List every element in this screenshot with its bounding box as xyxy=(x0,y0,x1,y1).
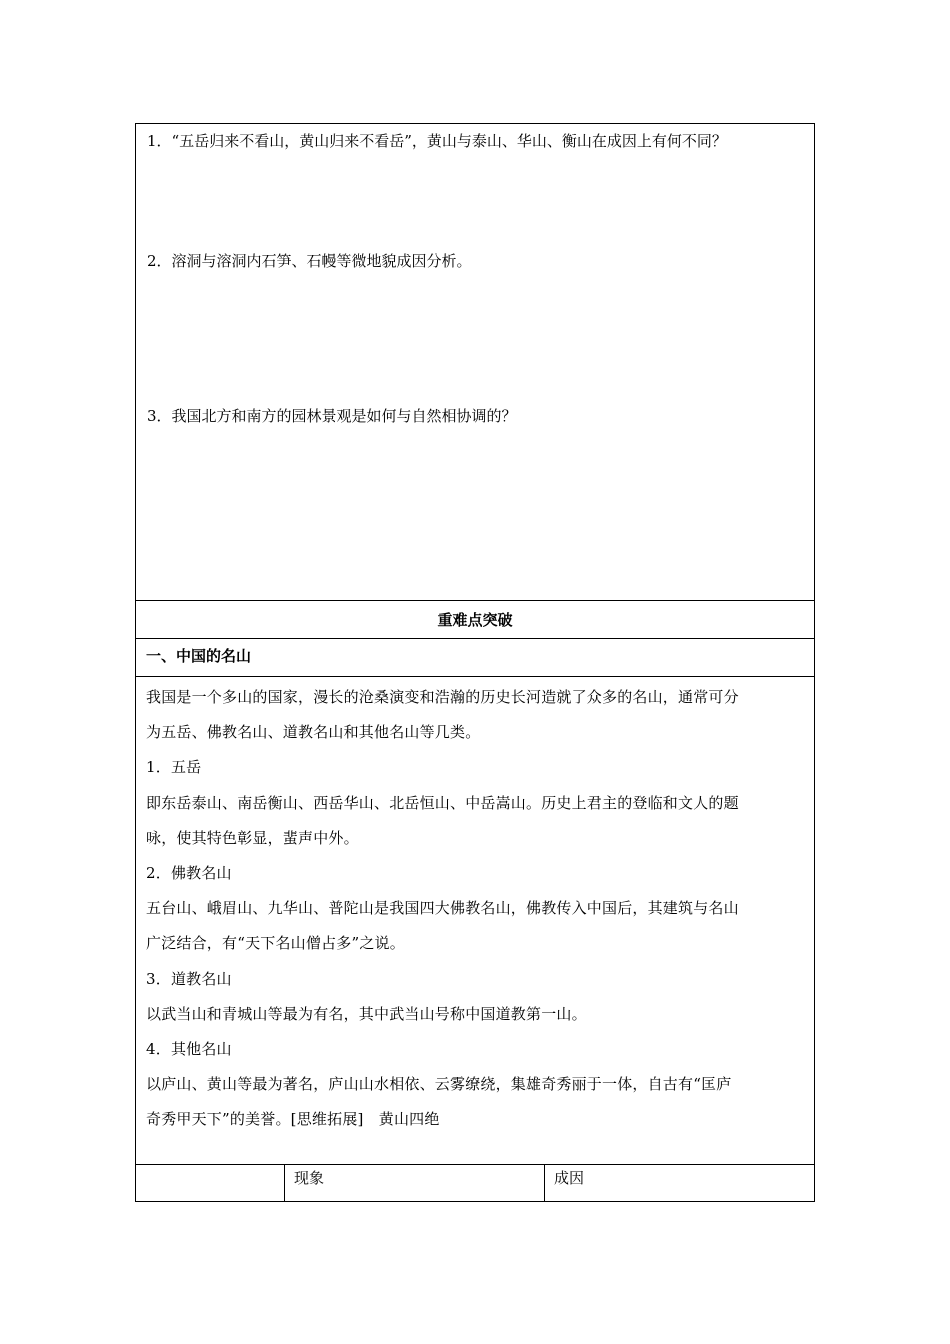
question-1: 1．“五岳归来不看山，黄山归来不看岳”，黄山与泰山、华山、衡山在成因上有何不同？ xyxy=(147,132,727,150)
content-cell xyxy=(136,677,814,1165)
table-header-phenomenon: 现象 xyxy=(285,1165,545,1201)
section-title: 重难点突破 xyxy=(136,601,814,639)
table-header-cause: 成因 xyxy=(554,1169,585,1187)
worksheet-table xyxy=(135,123,815,1202)
question-3: 3．我国北方和南方的园林景观是如何与自然相协调的？ xyxy=(147,407,517,425)
content-line: 以庐山、黄山等最为著名，庐山山水相依、云雾缭绕，集雄奇秀丽于一体，自古有“匡庐 xyxy=(146,1075,732,1094)
content-line: 广泛结合，有“天下名山僧占多”之说。 xyxy=(146,934,405,953)
content-heading: 3．道教名山 xyxy=(146,969,232,988)
content-line: 咏，使其特色彰显，蜚声中外。 xyxy=(146,828,359,847)
table-header-row xyxy=(136,1165,814,1201)
content-line: 以武当山和青城山等最为有名，其中武当山号称中国道教第一山。 xyxy=(146,1004,587,1023)
content-heading: 2．佛教名山 xyxy=(146,864,232,883)
content-line: 奇秀甲天下”的美誉。[思维拓展] 黄山四绝 xyxy=(146,1110,440,1129)
content-line: 为五岳、佛教名山、道教名山和其他名山等几类。 xyxy=(146,723,481,742)
question-2: 2．溶洞与溶洞内石笋、石幔等微地貌成因分析。 xyxy=(147,252,472,270)
content-line: 我国是一个多山的国家，漫长的沧桑演变和浩瀚的历史长河造就了众多的名山，通常可分 xyxy=(146,688,739,706)
content-line: 五台山、峨眉山、九华山、普陀山是我国四大佛教名山，佛教传入中国后，其建筑与名山 xyxy=(146,899,739,918)
section-subtitle: 一、中国的名山 xyxy=(136,639,814,677)
content-heading: 4．其他名山 xyxy=(146,1040,232,1059)
content-line: 即东岳泰山、南岳衡山、西岳华山、北岳恒山、中岳嵩山。历史上君主的登临和文人的题 xyxy=(146,793,739,812)
content-heading: 1．五岳 xyxy=(146,758,202,777)
table-header-cell xyxy=(136,1165,285,1201)
questions-cell xyxy=(136,124,814,601)
